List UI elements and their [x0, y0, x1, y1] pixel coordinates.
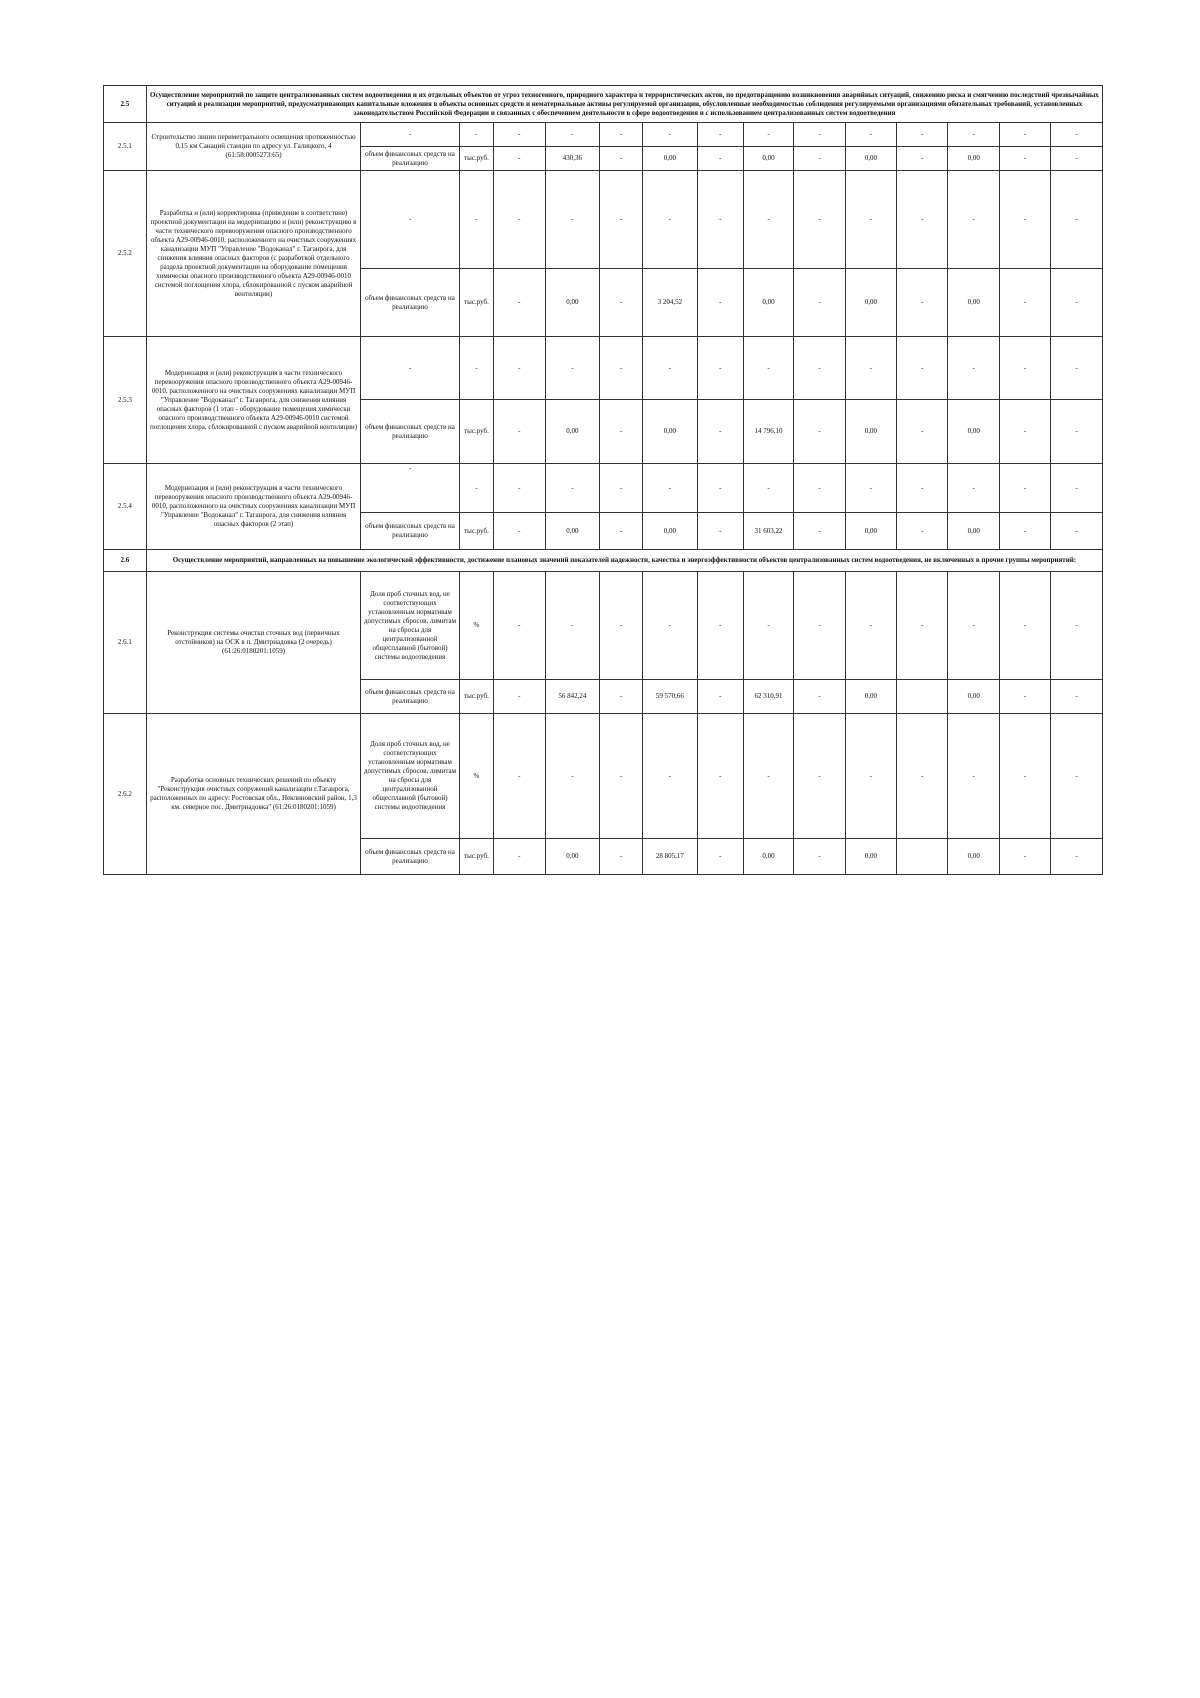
value-cell: - — [1051, 337, 1103, 400]
value-cell: - — [494, 400, 545, 464]
value-cell: - — [697, 464, 743, 513]
value-cell: - — [794, 464, 845, 513]
row-number: 2.5.3 — [104, 337, 147, 464]
value-cell: - — [897, 400, 948, 464]
row-name: Реконструкция системы очистки сточных вод (первичных отстойников) на ОСК в п. Дмитриадовка (2 очередь) (61:26:0180201:1059) — [146, 572, 360, 714]
value-cell: - — [794, 269, 845, 337]
value-cell: - — [999, 337, 1050, 400]
value-cell: - — [948, 337, 999, 400]
indicator-cell: Доля проб сточных вод, не соответствующих установленным нормативам допустимых сбросов, лимитам на сбросы для централизованной общесплавной (бытовой) системы водоотведения — [361, 572, 460, 680]
value-cell: - — [1051, 513, 1103, 550]
value-cell: - — [999, 714, 1050, 839]
value-cell: 430,36 — [545, 147, 600, 171]
indicator-cell: объем финансовых средств на реализацию — [361, 839, 460, 875]
value-cell: - — [743, 572, 793, 680]
row-name: Модернизация и (или) реконструкция в части технического перевооружения опасного производственного объекта А29-00946-0010, расположенного на очистных сооружениях канализации МУП "Управление "Водоканал" г. Таганрога, для снижения влияния опасных факторов (1 этап - оборудование помещения химически опасного производственного объекта А29-00946-0010 системой поглощения хлора, сблокированной с пуском аварийной вентиляции) — [146, 337, 360, 464]
value-cell: 31 603,22 — [743, 513, 793, 550]
value-cell: - — [948, 171, 999, 269]
unit-cell: - — [459, 123, 493, 147]
value-cell: - — [794, 123, 845, 147]
value-cell: - — [845, 337, 896, 400]
row-name: Разработка и (или) корректировка (приведение в соответствие) проектной документации на модернизацию и (или) реконструкцию в части технического перевооружения опасного производственного объекта А29-00946-0010, расположенного на очистных сооружениях канализации МУП "Управление "Водоканал" г. Таганрога, для снижения влияния опасных факторов (с разработкой отдельного раздела проектной документации на оборудование помещения химически опасного производственного объекта А29-00946-0010 системой поглощения хлора, сблокированной с пуском аварийной вентиляции) — [146, 171, 360, 337]
value-cell: - — [494, 269, 545, 337]
value-cell: - — [1051, 464, 1103, 513]
unit-cell: тыс.руб. — [459, 680, 493, 714]
value-cell: - — [545, 714, 600, 839]
value-cell: - — [948, 572, 999, 680]
value-cell: - — [545, 464, 600, 513]
document-page — [103, 85, 1103, 875]
value-cell: - — [794, 171, 845, 269]
value-cell: - — [600, 400, 643, 464]
value-cell: - — [897, 171, 948, 269]
section-number: 2.6 — [104, 550, 147, 572]
value-cell: - — [999, 839, 1050, 875]
value-cell: 0,00 — [643, 400, 698, 464]
value-cell: - — [845, 572, 896, 680]
value-cell: - — [794, 714, 845, 839]
value-cell: - — [794, 572, 845, 680]
value-cell: - — [494, 123, 545, 147]
investment-program-table — [103, 85, 1103, 875]
value-cell: - — [794, 400, 845, 464]
indicator-cell: объем финансовых средств на реализацию — [361, 147, 460, 171]
value-cell: - — [743, 123, 793, 147]
unit-cell: тыс.руб. — [459, 839, 493, 875]
value-cell — [897, 680, 948, 714]
value-cell: - — [999, 171, 1050, 269]
value-cell: - — [643, 572, 698, 680]
value-cell: - — [494, 513, 545, 550]
value-cell: - — [697, 680, 743, 714]
value-cell: - — [897, 513, 948, 550]
value-cell: 0,00 — [845, 269, 896, 337]
value-cell: - — [545, 123, 600, 147]
value-cell: - — [600, 337, 643, 400]
value-cell: - — [948, 714, 999, 839]
indicator-cell: - — [361, 123, 460, 147]
unit-cell: тыс.руб. — [459, 147, 493, 171]
value-cell: 0,00 — [845, 400, 896, 464]
value-cell: - — [697, 400, 743, 464]
value-cell: 0,00 — [948, 839, 999, 875]
value-cell: - — [494, 337, 545, 400]
value-cell: - — [1051, 123, 1103, 147]
section-title: Осуществление мероприятий по защите централизованных систем водоотведения и их отдельных объектов от угроз техногенного, природного характера и террористических актов, по предотвращению возникновения аварийных ситуаций, снижению риска и смягчению последствий чрезвычайных ситуаций и реализации мероприятий, предусматривающих капитальные вложения в объекты основных средств и нематериальные активы регулируемой организации, обусловленные необходимостью соблюдения регулируемыми организациями обязательных требований, установленных законодательством Российской Федерации и связанных с обеспечением деятельности в сфере водоотведения и с использованием централизованных систем водоотведения — [146, 86, 1102, 123]
table-row — [104, 123, 1103, 147]
value-cell: - — [494, 171, 545, 269]
value-cell: - — [845, 714, 896, 839]
value-cell: - — [494, 714, 545, 839]
value-cell: - — [743, 714, 793, 839]
value-cell: 0,00 — [743, 147, 793, 171]
value-cell: - — [794, 680, 845, 714]
value-cell: - — [600, 714, 643, 839]
value-cell: 0,00 — [545, 400, 600, 464]
value-cell: 56 842,24 — [545, 680, 600, 714]
value-cell: - — [897, 147, 948, 171]
row-number: 2.5.1 — [104, 123, 147, 171]
value-cell: - — [545, 337, 600, 400]
value-cell: - — [794, 513, 845, 550]
value-cell: - — [845, 123, 896, 147]
value-cell: - — [999, 513, 1050, 550]
table-row — [104, 171, 1103, 269]
value-cell: 0,00 — [743, 269, 793, 337]
value-cell: - — [600, 680, 643, 714]
value-cell: - — [999, 269, 1050, 337]
section-header-row — [104, 550, 1103, 572]
value-cell: 0,00 — [643, 147, 698, 171]
value-cell: - — [794, 147, 845, 171]
value-cell: 0,00 — [845, 513, 896, 550]
value-cell: - — [600, 464, 643, 513]
value-cell: - — [643, 171, 698, 269]
value-cell: - — [1051, 400, 1103, 464]
value-cell: - — [697, 337, 743, 400]
value-cell: - — [494, 464, 545, 513]
value-cell: - — [999, 147, 1050, 171]
value-cell: - — [600, 839, 643, 875]
value-cell: 0,00 — [948, 400, 999, 464]
row-number: 2.6.2 — [104, 714, 147, 875]
value-cell: - — [743, 171, 793, 269]
value-cell: - — [897, 269, 948, 337]
value-cell: - — [697, 839, 743, 875]
row-name: Строительство линии периметрального освещения протяженностью 0,15 км Санаций станции по адресу ул. Галицкого, 4 (61:58:0005273:65) — [146, 123, 360, 171]
value-cell: 59 570,66 — [643, 680, 698, 714]
value-cell: - — [897, 464, 948, 513]
value-cell: 0,00 — [545, 513, 600, 550]
value-cell: - — [697, 714, 743, 839]
value-cell: - — [897, 714, 948, 839]
value-cell: - — [643, 464, 698, 513]
value-cell: - — [600, 572, 643, 680]
value-cell: - — [948, 123, 999, 147]
value-cell: - — [600, 171, 643, 269]
table-row — [104, 464, 1103, 513]
indicator-cell: - — [361, 464, 460, 513]
row-number: 2.6.1 — [104, 572, 147, 714]
value-cell: - — [845, 171, 896, 269]
value-cell: - — [600, 123, 643, 147]
value-cell: - — [494, 147, 545, 171]
unit-cell: - — [459, 171, 493, 269]
value-cell: 14 796,10 — [743, 400, 793, 464]
section-number: 2.5 — [104, 86, 147, 123]
value-cell: - — [845, 464, 896, 513]
value-cell: - — [743, 337, 793, 400]
indicator-cell: - — [361, 337, 460, 400]
table-row — [104, 572, 1103, 680]
table-row — [104, 337, 1103, 400]
value-cell: - — [743, 464, 793, 513]
unit-cell: тыс.руб. — [459, 269, 493, 337]
value-cell: - — [697, 572, 743, 680]
value-cell: 0,00 — [845, 147, 896, 171]
value-cell: - — [545, 572, 600, 680]
value-cell: - — [600, 147, 643, 171]
value-cell: 0,00 — [743, 839, 793, 875]
indicator-cell: - — [361, 171, 460, 269]
value-cell: - — [697, 123, 743, 147]
value-cell: - — [897, 337, 948, 400]
value-cell: - — [697, 171, 743, 269]
value-cell: - — [494, 572, 545, 680]
value-cell — [897, 839, 948, 875]
row-number: 2.5.2 — [104, 171, 147, 337]
value-cell: - — [600, 269, 643, 337]
unit-cell: - — [459, 464, 493, 513]
value-cell: - — [643, 123, 698, 147]
value-cell: - — [794, 337, 845, 400]
value-cell: - — [697, 269, 743, 337]
value-cell: - — [1051, 269, 1103, 337]
indicator-cell: объем финансовых средств на реализацию — [361, 269, 460, 337]
section-title: Осуществление мероприятий, направленных на повышение экологической эффективности, достижение плановых значений показателей надежности, качества и энергоэффективности объектов централизованных систем водоотведения, не включенных в прочие группы мероприятий: — [146, 550, 1102, 572]
value-cell: - — [494, 839, 545, 875]
value-cell: 62 310,91 — [743, 680, 793, 714]
value-cell: - — [697, 147, 743, 171]
value-cell: 0,00 — [948, 147, 999, 171]
value-cell: - — [1051, 680, 1103, 714]
value-cell: - — [697, 513, 743, 550]
value-cell: - — [1051, 171, 1103, 269]
value-cell: 0,00 — [845, 839, 896, 875]
value-cell: 0,00 — [845, 680, 896, 714]
value-cell: - — [897, 572, 948, 680]
value-cell: 0,00 — [948, 269, 999, 337]
value-cell: 0,00 — [643, 513, 698, 550]
value-cell: - — [897, 123, 948, 147]
value-cell: 0,00 — [545, 839, 600, 875]
value-cell: 0,00 — [948, 680, 999, 714]
value-cell: - — [643, 714, 698, 839]
unit-cell: - — [459, 337, 493, 400]
row-name: Модернизация и (или) реконструкция в части технического перевооружения опасного производственного объекта А29-00946-0010, расположенного на очистных сооружениях канализации МУП "Управление "Водоканал" г. Таганрога, для снижения влияния опасных факторов (2 этап) — [146, 464, 360, 550]
row-number: 2.5.4 — [104, 464, 147, 550]
unit-cell: тыс.руб. — [459, 400, 493, 464]
value-cell: 3 204,52 — [643, 269, 698, 337]
value-cell: - — [999, 572, 1050, 680]
value-cell: - — [643, 337, 698, 400]
unit-cell: % — [459, 714, 493, 839]
value-cell: 28 805,17 — [643, 839, 698, 875]
value-cell: - — [999, 123, 1050, 147]
value-cell: - — [794, 839, 845, 875]
unit-cell: % — [459, 572, 493, 680]
value-cell: - — [948, 464, 999, 513]
value-cell: - — [494, 680, 545, 714]
indicator-cell: объем финансовых средств на реализацию — [361, 680, 460, 714]
value-cell: - — [1051, 714, 1103, 839]
indicator-cell: объем финансовых средств на реализацию — [361, 513, 460, 550]
value-cell: - — [545, 171, 600, 269]
value-cell: 0,00 — [545, 269, 600, 337]
indicator-cell: объем финансовых средств на реализацию — [361, 400, 460, 464]
indicator-cell: Доля проб сточных вод, не соответствующих установленным нормативам допустимых сбросов, лимитам на сбросы для централизованной общесплавной (бытовой) системы водоотведения — [361, 714, 460, 839]
value-cell: - — [999, 464, 1050, 513]
value-cell: - — [1051, 572, 1103, 680]
unit-cell: тыс.руб. — [459, 513, 493, 550]
section-header-row — [104, 86, 1103, 123]
value-cell: - — [600, 513, 643, 550]
table-row — [104, 714, 1103, 839]
value-cell: - — [999, 680, 1050, 714]
row-name: Разработка основных технических решений по объекту "Реконструкция очистных сооружений канализации г.Таганрога, расположенных по адресу: Ростовская обл., Неклиновский район, 1,3 км. северное пос. Дмитриадовка" (61:26:0180201:1059) — [146, 714, 360, 875]
value-cell: 0,00 — [948, 513, 999, 550]
value-cell: - — [1051, 147, 1103, 171]
value-cell: - — [999, 400, 1050, 464]
value-cell: - — [1051, 839, 1103, 875]
